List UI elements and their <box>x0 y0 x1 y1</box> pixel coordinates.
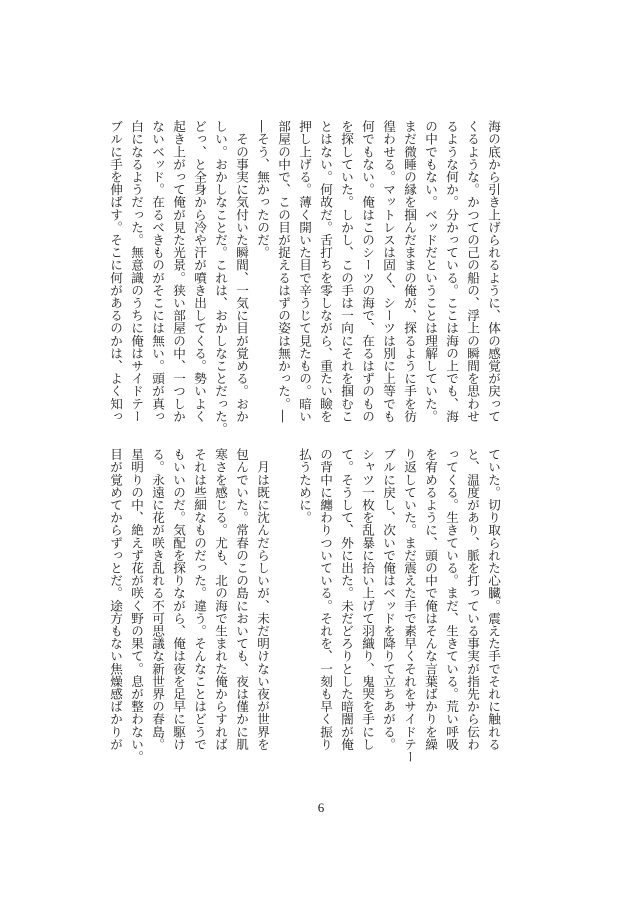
text-line: しい。おかしなことだ。これは、おかしなことだった。 <box>213 120 228 435</box>
text-line: ってくる。生きている。まだ、生きている。荒い呼吸 <box>444 448 459 751</box>
text-line: る。永遠に花が咲き乱れる不可思議な新世界の春島。 <box>150 448 165 751</box>
text-line: それは些細なものだった。違う。そんなことはどうで <box>192 448 207 751</box>
text-line: の中でもない。ベッドだということは理解していた。 <box>423 120 438 423</box>
text-line: 何でもない。俺はこのシーツの海で、在るはずのもの <box>360 120 375 423</box>
text-line: と、温度があり、脈を打っている事実が指先から伝わ <box>465 448 480 751</box>
text-line: その事実に気付いた瞬間、一気に目が覚める。おか <box>234 120 249 423</box>
page-number: 6 <box>317 800 325 815</box>
text-line: 払うために。 <box>297 448 312 524</box>
text-line: 寒さを感じる。尤も、北の海で生まれた俺からすれば <box>213 448 228 751</box>
text-line: とはない。何故だ。舌打ちを零しながら、重たい瞼を <box>318 120 333 423</box>
text-line: もいいのだ。気配を探りながら、俺は夜を足早に駆け <box>171 448 186 751</box>
top-text-block <box>108 120 504 435</box>
text-line: まだ微睡の縁を掴んだままの俺が、探るように手を彷 <box>402 120 417 423</box>
bottom-text-block <box>108 448 504 763</box>
text-line: 包んでいた。常春のこの島においても、夜は僅かに肌 <box>234 448 249 751</box>
text-line: て。そうして、外に出た。未だどろりとした暗闇が俺 <box>339 448 354 751</box>
text-line: ブルに戻し、次いで俺はベッドを降りて立ちあがる。 <box>381 448 396 751</box>
text-line: を宥めるように、頭の中で俺はそんな言葉ばかりを繰 <box>423 448 438 751</box>
text-line: 部屋の中で、この目が捉えるはずの姿は無かった。― <box>276 120 291 423</box>
text-line: 目が覚めてからずっとだ。途方もない焦燥感ばかりが <box>108 448 123 751</box>
text-line: ていた。切り取られた心臓。震えた手でそれに触れる <box>486 448 501 751</box>
text-line: の背中に纏わりついている。それを、一刻も早く振り <box>318 448 333 751</box>
text-line: 起き上がって俺が見た光景。狭い部屋の中、一つしか <box>171 120 186 423</box>
text-line: を探していた。しかし、この手は一向にそれを掴むこ <box>339 120 354 423</box>
text-line: シャツ一枚を乱暴に拾い上げて羽織り、鬼哭を手にし <box>360 448 375 751</box>
text-line: るような何か。分かっている。ここは海の上でも、海 <box>444 120 459 423</box>
blank-line <box>273 448 294 753</box>
text-line: ブルに手を伸ばす。そこに何があるのかは、よく知っ <box>108 120 123 423</box>
text-line: 月は既に沈んだらしいが、未だ明けない夜が世界を <box>255 448 270 751</box>
text-line: 徨わせる。マットレスは固く、シーツは別に上等でも <box>381 120 396 423</box>
text-line: 星明りの中、絶えず花が咲く野の果て。息が整わない。 <box>129 448 144 763</box>
text-line: 海の底から引き上げられるように、体の感覚が戻って <box>486 120 501 423</box>
text-line: ―そう、無かったのだ。 <box>255 120 270 259</box>
text-line: 押し上げる。薄く開いた目で辛うじて見たもの。暗い <box>297 120 312 423</box>
text-line: どっ、と全身から冷や汗が噴き出してくる。勢いよく <box>192 120 207 423</box>
text-line: くるような。かつての己の船の、浮上の瞬間を思わせ <box>465 120 480 423</box>
text-line: り返していた。まだ震えた手で素早くそれをサイドテー <box>402 448 417 763</box>
text-line: ないベッド。在るべきものがそこには無い。頭が真っ <box>150 120 165 423</box>
text-line: 白になるようだった。無意識のうちに俺はサイドテー <box>129 120 144 423</box>
